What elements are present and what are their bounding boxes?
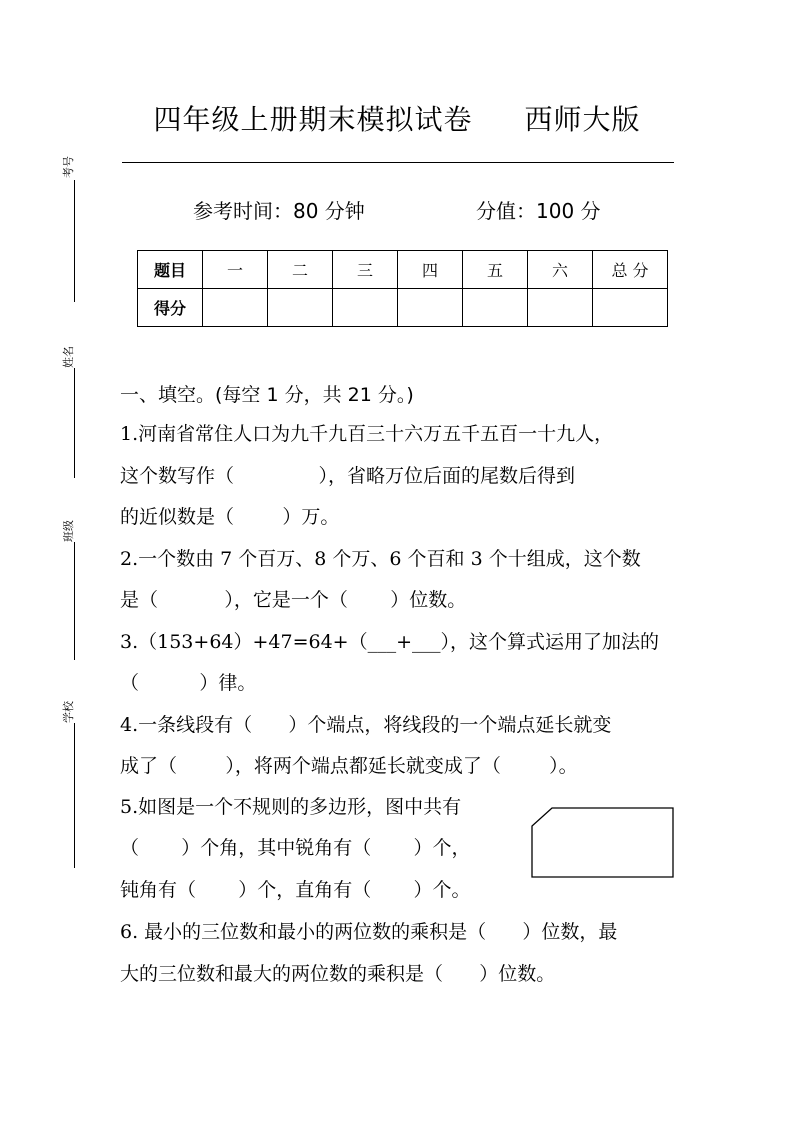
col-2: 二 — [268, 251, 333, 289]
score-cell[interactable] — [333, 289, 398, 327]
score-cell[interactable] — [528, 289, 593, 327]
name-label: 姓名 — [62, 346, 75, 368]
irregular-polygon-figure — [530, 806, 676, 880]
score-cell[interactable] — [398, 289, 463, 327]
score-cell[interactable] — [268, 289, 333, 327]
question-line: 4.一条线段有（ ）个端点，将线段的一个端点延长就变 — [120, 714, 612, 736]
score-table-header-row — [138, 251, 668, 289]
col-3: 三 — [333, 251, 398, 289]
score-table-score-row — [138, 289, 668, 327]
col-4: 四 — [398, 251, 463, 289]
score-table — [137, 250, 668, 327]
question-line: （ ）个角，其中锐角有（ ）个， — [120, 837, 471, 859]
col-6: 六 — [528, 251, 593, 289]
class-label: 班级 — [62, 520, 75, 542]
col-1: 一 — [203, 251, 268, 289]
score-cell-total[interactable] — [593, 289, 668, 327]
row-label-score: 得分 — [138, 289, 203, 327]
col-total: 总 分 — [593, 251, 668, 289]
question-line: 2.一个数由 7 个百万、8 个万、6 个百和 3 个十组成，这个数 — [120, 548, 641, 570]
question-line: 这个数写作（ ），省略万位后面的尾数后得到 — [120, 465, 576, 487]
question-line: 3.（153+64）+47=64+（___+___），这个算式运用了加法的 — [120, 631, 660, 653]
score-cell[interactable] — [203, 289, 268, 327]
edition-label: 西师大版 — [524, 103, 641, 136]
page-title — [0, 98, 794, 138]
exam-title: 四年级上册期末模拟试卷 — [153, 103, 473, 136]
class-line — [74, 542, 75, 660]
question-line: 钝角有（ ）个，直角有（ ）个。 — [120, 879, 471, 901]
section-heading: 一、填空。(每空 1 分，共 21 分。) — [120, 384, 414, 406]
school-line — [74, 723, 75, 868]
question-line: 1.河南省常住人口为九千九百三十六万五千五百一十九人， — [120, 423, 614, 445]
score-info: 分值：100 分 — [476, 199, 601, 223]
exam-no-line — [74, 180, 75, 302]
question-line: （ ）律。 — [120, 672, 257, 694]
question-line: 成了（ ），将两个端点都延长就变成了（ ）。 — [120, 755, 578, 777]
school-label: 学校 — [62, 701, 75, 723]
question-line: 大的三位数和最大的两位数的乘积是（ ）位数。 — [120, 963, 556, 985]
col-5: 五 — [463, 251, 528, 289]
row-label-question: 题目 — [138, 251, 203, 289]
question-line: 5.如图是一个不规则的多边形，图中共有 — [120, 796, 462, 818]
time-info: 参考时间：80 分钟 — [193, 199, 365, 223]
title-divider — [122, 162, 674, 163]
question-line: 6. 最小的三位数和最小的两位数的乘积是（ ）位数，最 — [120, 921, 618, 943]
question-line: 的近似数是（ ）万。 — [120, 506, 340, 528]
score-cell[interactable] — [463, 289, 528, 327]
exam-no-label: 考号 — [62, 156, 75, 178]
question-line: 是（ ），它是一个（ ）位数。 — [120, 589, 467, 611]
name-line — [74, 368, 75, 478]
